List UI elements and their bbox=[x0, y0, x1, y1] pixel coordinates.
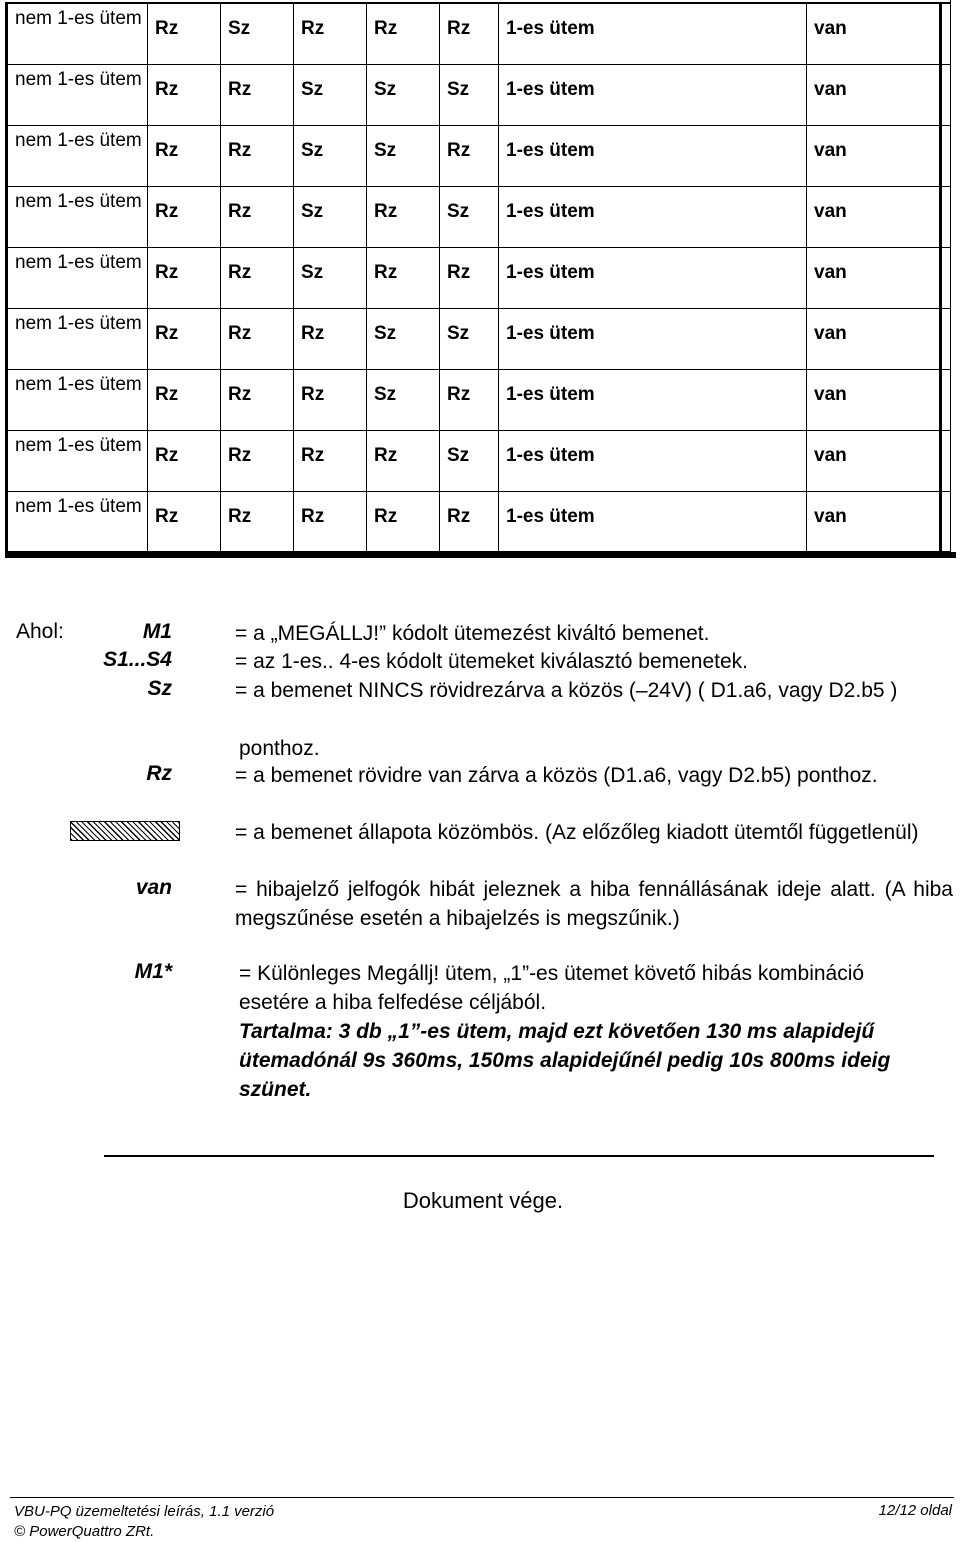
footer-rule bbox=[10, 1497, 954, 1498]
desc-sz: = a bemenet NINCS rövidrezárva a közös (–24V) ( D1.a6, vagy D2.b5 ) bbox=[235, 679, 898, 702]
desc-rz: = a bemenet rövidre van zárva a közös (D1.a6, vagy D2.b5) ponthoz. bbox=[235, 764, 878, 787]
table-row-label: nem 1-es ütem bbox=[8, 65, 148, 125]
table-cell: Sz bbox=[367, 65, 440, 125]
symbol-van: van bbox=[135, 876, 172, 899]
table-cell: van bbox=[807, 431, 942, 491]
table-cell: Sz bbox=[440, 187, 499, 247]
table-cell: Rz bbox=[148, 126, 221, 186]
table-cell: Rz bbox=[440, 492, 499, 551]
table-cell: Rz bbox=[221, 187, 294, 247]
table-cell: 1-es ütem bbox=[499, 492, 807, 551]
table-cell: Rz bbox=[294, 370, 367, 430]
table-cell: Rz bbox=[148, 309, 221, 369]
table-cell: Rz bbox=[440, 370, 499, 430]
table-cell: 1-es ütem bbox=[499, 126, 807, 186]
table-cell: Sz bbox=[367, 126, 440, 186]
end-text: Dokument vége. bbox=[402, 1188, 564, 1213]
table-row-label: nem 1-es ütem bbox=[8, 431, 148, 491]
table-cell: Sz bbox=[440, 309, 499, 369]
table-cell: van bbox=[807, 187, 942, 247]
table-row-label: nem 1-es ütem bbox=[8, 370, 148, 430]
table-cell: Rz bbox=[148, 492, 221, 551]
table-cell: Rz bbox=[367, 248, 440, 308]
table-cell: Rz bbox=[440, 248, 499, 308]
table-row bbox=[8, 187, 950, 248]
table-cell: Rz bbox=[367, 4, 440, 64]
table-cell: Rz bbox=[221, 370, 294, 430]
table-cell: 1-es ütem bbox=[499, 431, 807, 491]
table-cell: Sz bbox=[221, 4, 294, 64]
legend-intro: Ahol: bbox=[16, 620, 64, 643]
table-cell: Rz bbox=[440, 126, 499, 186]
table-row bbox=[8, 65, 950, 126]
table-cell: van bbox=[807, 492, 942, 551]
table-cell: Sz bbox=[294, 248, 367, 308]
table-row-label: nem 1-es ütem bbox=[8, 187, 148, 247]
table-cell: Rz bbox=[148, 4, 221, 64]
footer-company: © PowerQuattro ZRt. bbox=[14, 1523, 155, 1540]
table-cell: 1-es ütem bbox=[499, 370, 807, 430]
desc-sz-cont: ponthoz. bbox=[239, 737, 320, 760]
table-right-border bbox=[950, 0, 957, 556]
table-cell: Rz bbox=[294, 309, 367, 369]
symbol-s: S1...S4 bbox=[103, 648, 172, 671]
desc-hatch: = a bemenet állapota közömbös. (Az előzőleg kiadott ütemtől függetlenül) bbox=[235, 821, 919, 844]
table-row-label: nem 1-es ütem bbox=[8, 126, 148, 186]
symbol-m1-star: M1* bbox=[134, 960, 172, 983]
table-cell: Rz bbox=[440, 4, 499, 64]
table-cell: Sz bbox=[294, 126, 367, 186]
table-cell: Sz bbox=[294, 187, 367, 247]
table-cell: Rz bbox=[367, 431, 440, 491]
table-cell: van bbox=[807, 65, 942, 125]
desc-m1: = a „MEGÁLLJ!” kódolt ütemezést kiváltó bemenet. bbox=[235, 622, 710, 645]
table-row bbox=[8, 370, 950, 431]
table-row-label: nem 1-es ütem bbox=[8, 248, 148, 308]
table-cell: 1-es ütem bbox=[499, 309, 807, 369]
symbol-sz: Sz bbox=[147, 677, 172, 700]
table-cell: Sz bbox=[440, 65, 499, 125]
table-row bbox=[8, 309, 950, 370]
table-cell: Rz bbox=[221, 492, 294, 551]
table-row bbox=[8, 492, 950, 554]
table-cell: Sz bbox=[440, 431, 499, 491]
table-cell: Sz bbox=[367, 309, 440, 369]
table-row bbox=[8, 126, 950, 187]
symbol-rz: Rz bbox=[146, 762, 172, 785]
table-cell: Rz bbox=[367, 492, 440, 551]
symbol-m1: M1 bbox=[142, 620, 172, 643]
table-cell: Rz bbox=[221, 431, 294, 491]
table-cell: 1-es ütem bbox=[499, 248, 807, 308]
table-cell: Rz bbox=[148, 65, 221, 125]
table-row bbox=[8, 248, 950, 309]
table-cell: Rz bbox=[294, 4, 367, 64]
table-cell: Rz bbox=[221, 65, 294, 125]
table-cell: Rz bbox=[148, 248, 221, 308]
desc-m1-star-content: Tartalma: 3 db „1”-es ütem, majd ezt követően 130 ms alapidejű ütemadónál 9s 360ms, 150ms alapidejűnél pedig 10s 800ms ideig szünet. bbox=[239, 1020, 891, 1101]
table-cell: Sz bbox=[367, 370, 440, 430]
table-cell: Rz bbox=[148, 370, 221, 430]
table-cell: van bbox=[807, 126, 942, 186]
table-cell: van bbox=[807, 309, 942, 369]
table-cell: 1-es ütem bbox=[499, 65, 807, 125]
table-cell: Sz bbox=[294, 65, 367, 125]
hatch-pattern-icon bbox=[70, 821, 180, 841]
table-cell: Rz bbox=[294, 492, 367, 551]
table-row bbox=[8, 431, 950, 492]
table-cell: 1-es ütem bbox=[499, 187, 807, 247]
truth-table bbox=[5, 2, 950, 554]
table-cell: Rz bbox=[148, 187, 221, 247]
desc-van: = hibajelző jelfogók hibát jeleznek a hiba fennállásának ideje alatt. (A hiba megszűnése esetén a hibajelzés is megszűnik.) bbox=[235, 878, 953, 930]
table-cell: Rz bbox=[221, 309, 294, 369]
end-rule bbox=[104, 1155, 934, 1157]
table-row-label: nem 1-es ütem bbox=[8, 4, 148, 64]
table-cell: Rz bbox=[294, 431, 367, 491]
table-cell: Rz bbox=[367, 187, 440, 247]
footer-left bbox=[14, 1502, 274, 1542]
footer-doc-title: VBU-PQ üzemeltetési leírás, 1.1 verzió bbox=[14, 1503, 275, 1520]
table-row-label: nem 1-es ütem bbox=[8, 492, 148, 551]
table-cell: van bbox=[807, 248, 942, 308]
table-row-label: nem 1-es ütem bbox=[8, 309, 148, 369]
footer-page-number: 12/12 oldal bbox=[878, 1502, 952, 1519]
table-row bbox=[8, 4, 950, 65]
table-cell: Rz bbox=[221, 126, 294, 186]
table-cell: van bbox=[807, 4, 942, 64]
desc-m1-star: = Különleges Megállj! ütem, „1”-es ütemet követő hibás kombináció esetére a hiba felfedése céljából. bbox=[239, 962, 865, 1014]
table-cell: 1-es ütem bbox=[499, 4, 807, 64]
table-cell: van bbox=[807, 370, 942, 430]
table-cell: Rz bbox=[148, 431, 221, 491]
table-bottom-border bbox=[5, 552, 956, 558]
desc-s: = az 1-es.. 4-es kódolt ütemeket kiválasztó bemenetek. bbox=[235, 650, 749, 673]
table-cell: Rz bbox=[221, 248, 294, 308]
